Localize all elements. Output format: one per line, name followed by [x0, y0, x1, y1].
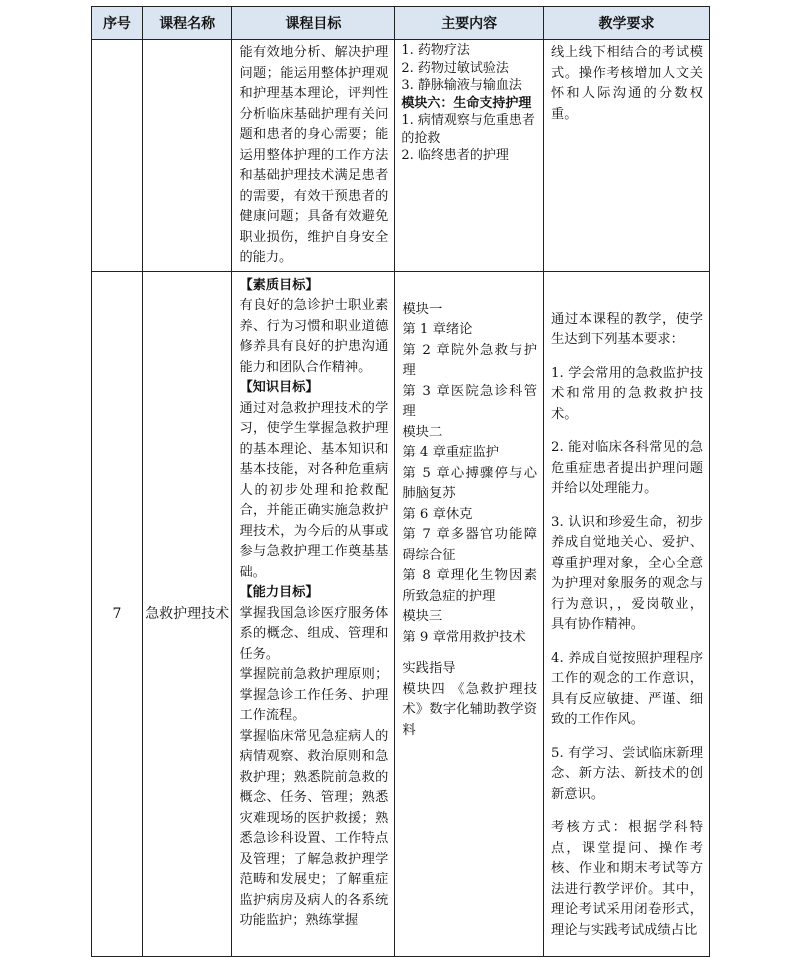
content-module-title: 模块六：生命支持护理 [401, 95, 532, 111]
content-practice-title: 实践指导 [402, 661, 456, 676]
row1-content [395, 40, 544, 272]
table-row [92, 271, 710, 957]
header-no: 序号 [92, 7, 143, 40]
header-teaching-requirement: 教学要求 [544, 7, 710, 40]
row1-goal-text: 能有效地分析、解决护理问题；能运用整体护理观和护理基本理论，评判性分析临床基础护理有关问题和患者的身心需要；能运用整体护理的工作方法和基础护理技术满足患者的需要，有效干预患者的健康问题；具备有效避免职业损伤，维护自身安全的能力。 [239, 45, 389, 265]
content-item: 第 1 章绪论 [402, 322, 473, 337]
goal-extra-text: 掌握院前急救护理原则；掌握急诊工作任务、护理工作流程。 [239, 667, 389, 723]
row2-no: 7 [92, 271, 143, 957]
header-main-content: 主要内容 [395, 7, 544, 40]
content-item: 第 6 章休克 [402, 506, 473, 522]
goal-section-title: 【素质目标】 [239, 277, 319, 293]
row1-goal [232, 40, 395, 272]
content-item: 第 3 章医院急诊科管理 [402, 383, 538, 419]
content-item: 1. 病情观察与危重患者的抢救 [401, 113, 535, 146]
row2-course-name: 急救护理技术 [142, 271, 232, 957]
header-course-name: 课程名称 [142, 7, 232, 40]
requirement-item: 2. 能对临床各科常见的急危重症患者提出护理问题并给以处理能力。 [551, 440, 703, 496]
content-module-title: 模块一 [402, 301, 443, 317]
goal-section-text: 掌握我国急诊医疗服务体系的概念、组成、管理和任务。 [239, 605, 389, 662]
goal-section-title: 【知识目标】 [239, 380, 319, 395]
content-item: 2. 药物过敏试验法 [401, 60, 509, 76]
content-item: 第 8 章理化生物因素所致急症的护理 [402, 568, 538, 604]
requirement-item: 通过本课程的教学，使学生达到下列基本要求： [551, 311, 703, 347]
row2-content [395, 271, 544, 957]
content-module-title: 模块二 [402, 424, 443, 440]
row2-goal [232, 271, 395, 957]
content-item: 第 9 章常用救护技术 [402, 629, 526, 645]
goal-section-title: 【能力目标】 [239, 585, 319, 600]
header-row [92, 7, 710, 40]
header-course-goal: 课程目标 [232, 7, 395, 40]
content-item: 第 7 章多器官功能障碍综合征 [402, 527, 538, 563]
row1-requirement-text: 线上线下相结合的考试模式。操作考核增加人文关怀和人际沟通的分数权重。 [551, 45, 703, 122]
content-item: 模块四 《急救护理技术》数字化辅助教学资料 [402, 681, 538, 738]
requirement-item: 4. 养成自觉按照护理程序工作的观念的工作意识，具有反应敏捷、严谨、细致的工作作风。 [551, 650, 703, 727]
row2-requirement [544, 271, 710, 957]
content-item: 第 4 章重症监护 [402, 445, 500, 460]
content-item: 第 5 章心搏骤停与心肺脑复苏 [402, 465, 538, 501]
curriculum-table [91, 6, 710, 957]
requirement-assessment: 考核方式：根据学科特点，课堂提问、操作考核、作业和期末考试等方法进行教学评价。其中，理论考试采用闭卷形式，理论与实践考试成绩占比 [551, 820, 703, 938]
requirement-item: 3. 认识和珍爱生命，初步养成自觉地关心、爱护、尊重护理对象，全心全意为护理对象服务的观念与行为意识，，爱岗敬业，具有协作精神。 [551, 514, 703, 632]
row1-no [92, 40, 143, 272]
content-module-title: 模块三 [402, 609, 443, 624]
table-row [92, 40, 710, 272]
goal-extra-text: 掌握临床常见急症病人的病情观察、救治原则和急救护理；熟悉院前急救的概念、任务、管理；熟悉灾难现场的医护救援；熟悉急诊科设置、工作特点及管理；了解急救护理学范畴和发展史；了解重症监护病房及病人的各系统功能监护；熟练掌握 [239, 728, 389, 928]
content-item: 2. 临终患者的护理 [401, 148, 509, 163]
goal-section-text: 有良好的急诊护士职业素养、行为习惯和职业道德修养具有良好的护患沟通能力和团队合作精神。 [239, 298, 389, 375]
content-item: 第 2 章院外急救与护理 [402, 342, 538, 378]
requirement-item: 5. 有学习、尝试临床新理念、新方法、新技术的创新意识。 [551, 745, 703, 802]
row1-name [142, 40, 232, 272]
row1-requirement [544, 40, 710, 272]
content-item: 1. 药物疗法 [401, 43, 470, 58]
requirement-item: 1. 学会常用的急救监护技术和常用的急救救护技术。 [551, 365, 703, 422]
goal-section-text: 通过对急救护理技术的学习，使学生掌握急救护理的基本理论、基本知识和基本技能，对各种危重病人的初步处理和抢救配合，并能正确实施急救护理技术，为今后的从事或参与急救护理工作奠基基础。 [239, 400, 389, 580]
content-item: 3. 静脉输液与输血法 [401, 78, 522, 93]
